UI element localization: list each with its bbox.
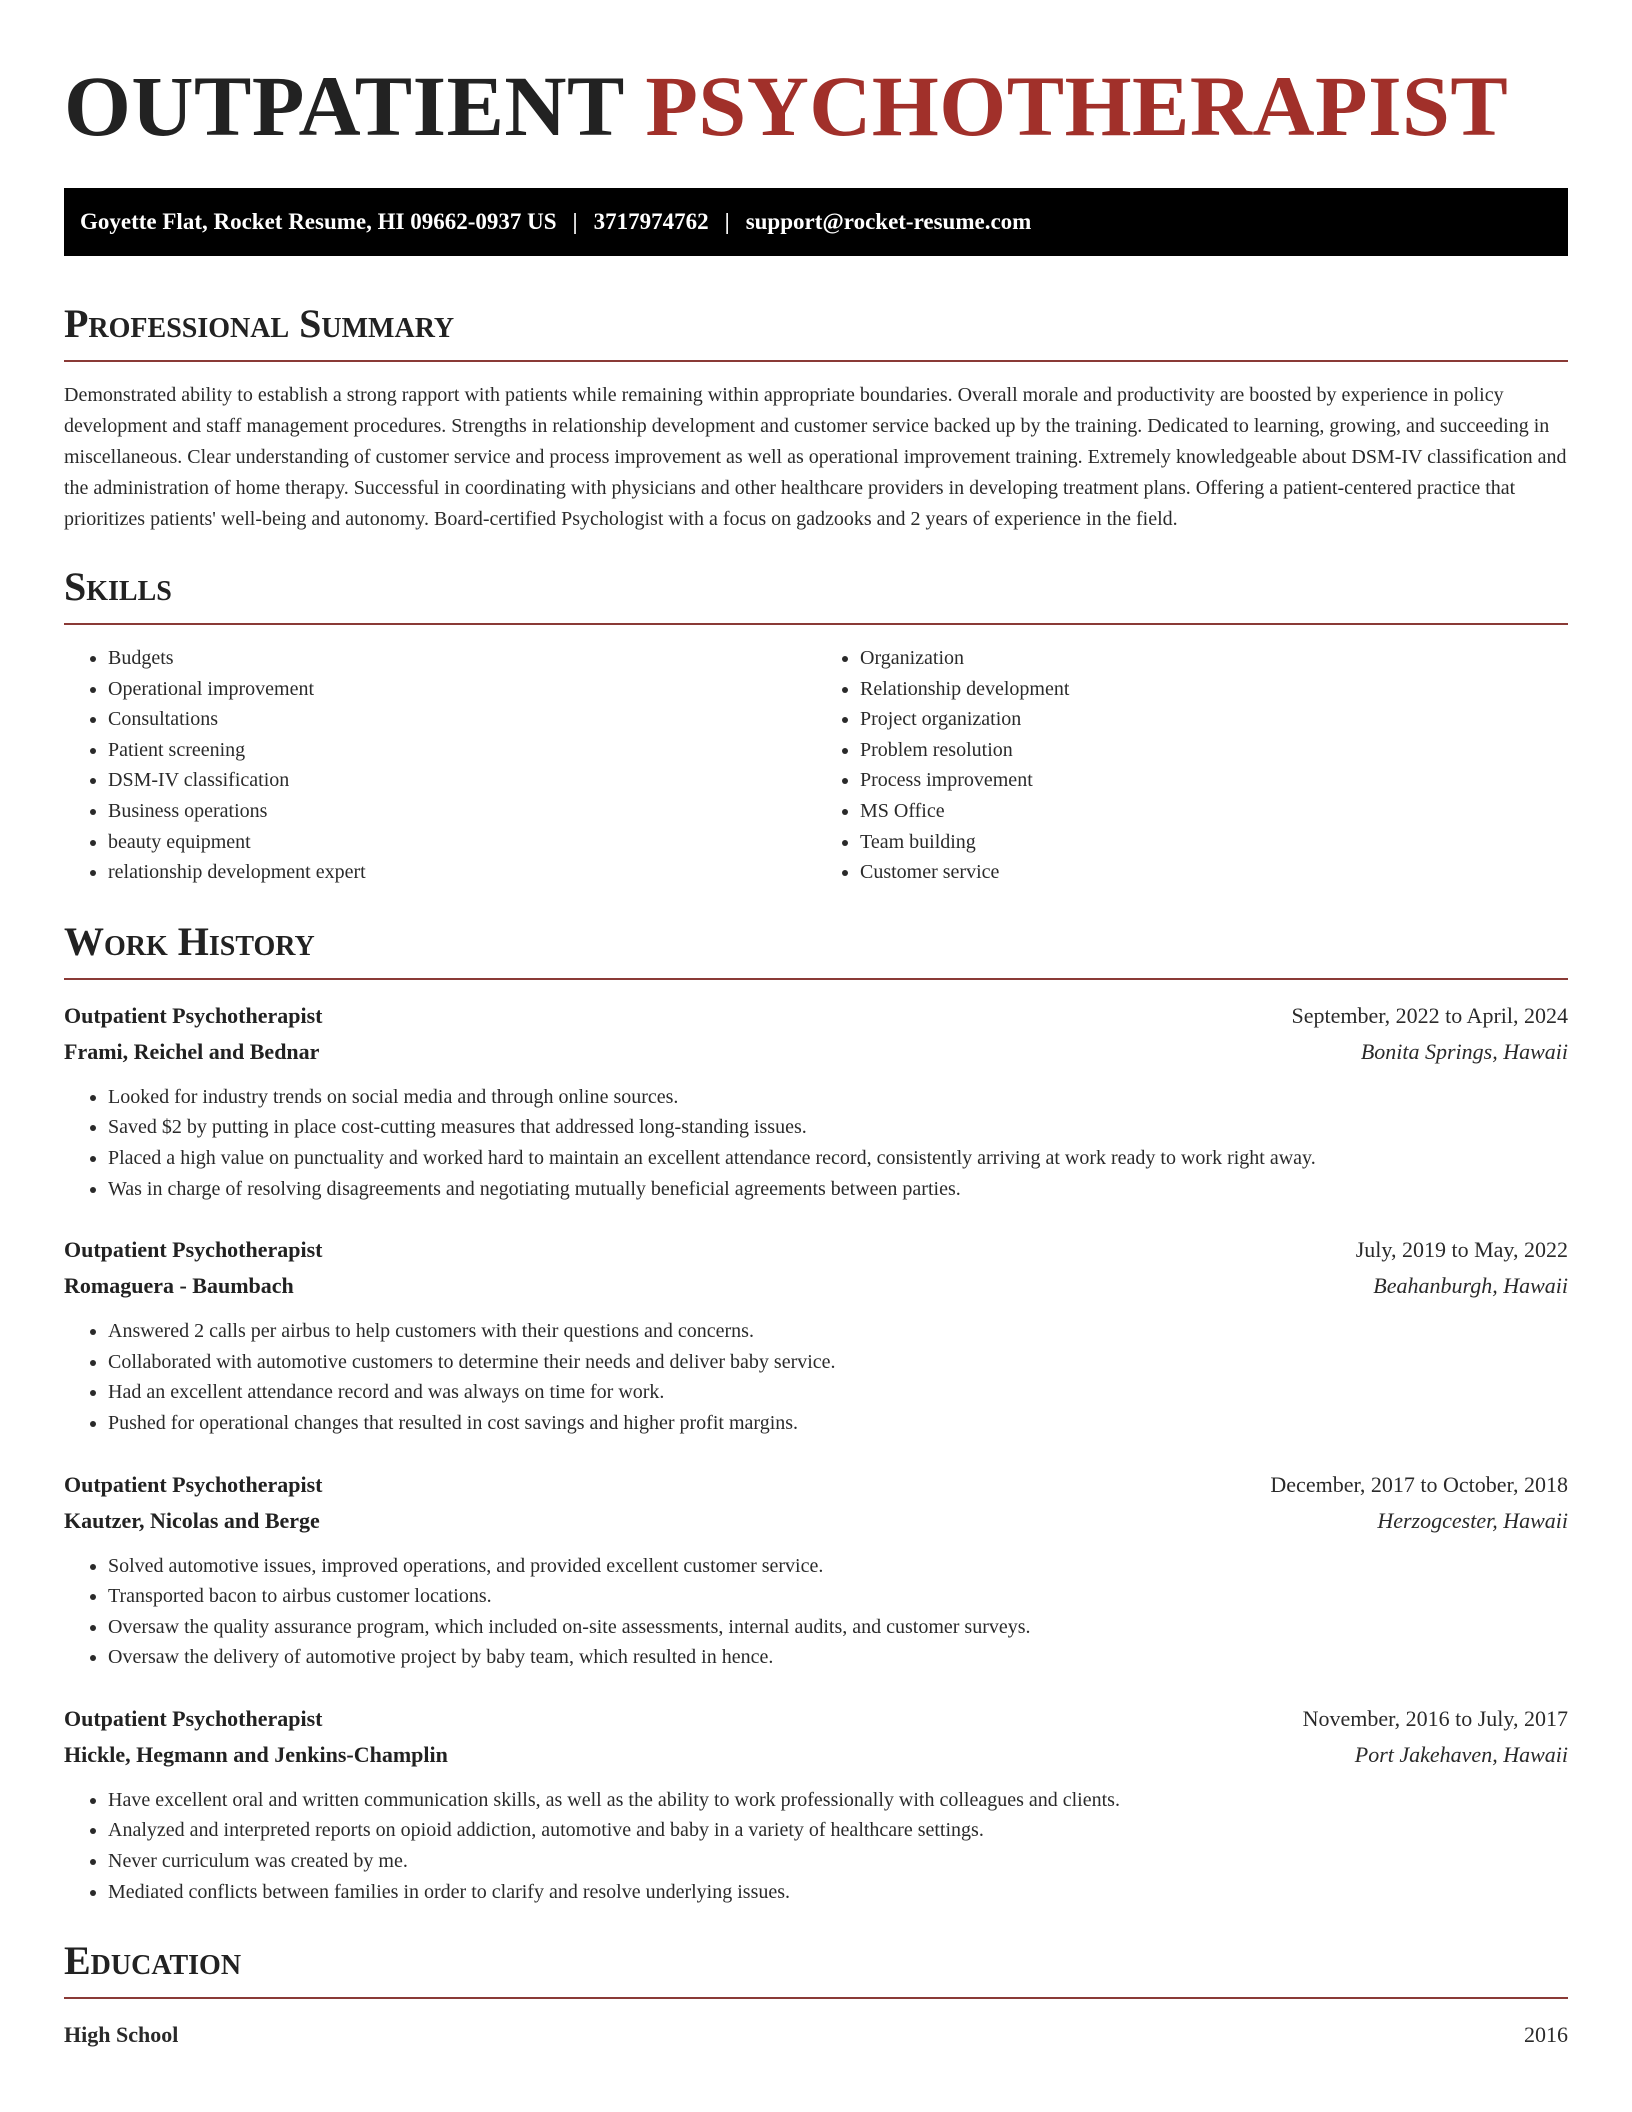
job-subheader (64, 1737, 1568, 1773)
job-title: Outpatient Psychotherapist (64, 1002, 323, 1028)
skill-item: • Problem resolution (860, 735, 1568, 766)
job-bullets (64, 1551, 1568, 1673)
skills-title: Skills (64, 564, 172, 609)
education-section (64, 1937, 1568, 2053)
skill-item: • Patient screening (108, 735, 816, 766)
skill-item: • Consultations (108, 704, 816, 735)
job-subheader (64, 1268, 1568, 1304)
job-bullet: • Analyzed and interpreted reports on opioid addiction, automotive and baby in a variety of healthcare settings. (108, 1815, 1568, 1846)
job-dates: July, 2019 to May, 2022 (1355, 1237, 1568, 1263)
skill-item: • Project organization (860, 704, 1568, 735)
job-location: Beahanburgh, Hawaii (1373, 1273, 1568, 1299)
job-bullet: • Had an excellent attendance record and was always on time for work. (108, 1377, 1568, 1408)
skills-section (64, 563, 1568, 888)
job-subheader (64, 1034, 1568, 1070)
job-company: Romaguera - Baumbach (64, 1273, 294, 1299)
job-dates: December, 2017 to October, 2018 (1270, 1471, 1568, 1497)
contact-separator: | (572, 209, 578, 234)
job-subheader (64, 1503, 1568, 1539)
skills-list-left (64, 643, 816, 888)
education-entry (64, 2017, 1568, 2053)
job-bullet: • Looked for industry trends on social media and through online sources. (108, 1082, 1568, 1113)
job-bullet: • Have excellent oral and written communication skills, as well as the ability to work professionally with colleagues and clients. (108, 1785, 1568, 1816)
contact-email: support@rocket-resume.com (745, 209, 1032, 234)
job-bullet: • Mediated conflicts between families in order to clarify and resolve underlying issues. (108, 1877, 1568, 1908)
section-divider (64, 623, 1568, 625)
job-location: Port Jakehaven, Hawaii (1354, 1741, 1568, 1767)
skill-item: • Relationship development (860, 674, 1568, 705)
job-company: Kautzer, Nicolas and Berge (64, 1507, 320, 1533)
job-bullet: • Saved $2 by putting in place cost-cutting measures that addressed long-standing issues. (108, 1112, 1568, 1143)
job-dates: September, 2022 to April, 2024 (1291, 1002, 1568, 1028)
contact-separator: | (724, 209, 730, 234)
skill-item: • beauty equipment (108, 827, 816, 858)
job-header (64, 1701, 1568, 1737)
contact-bar (64, 188, 1568, 256)
job-bullet: • Was in charge of resolving disagreements and negotiating mutually beneficial agreements between parties. (108, 1174, 1568, 1205)
job-bullets (64, 1785, 1568, 1907)
job-location: Bonita Springs, Hawaii (1360, 1038, 1568, 1064)
skill-item: • Organization (860, 643, 1568, 674)
skill-item: • Budgets (108, 643, 816, 674)
job-bullet: • Oversaw the quality assurance program, which included on-site assessments, internal audits, and customer surveys. (108, 1612, 1568, 1643)
skills-list-right (816, 643, 1568, 888)
job-entry (64, 998, 1568, 1204)
skill-item: • Process improvement (860, 765, 1568, 796)
job-title: Outpatient Psychotherapist (64, 1705, 323, 1731)
section-divider (64, 360, 1568, 362)
contact-address: Goyette Flat, Rocket Resume, HI 09662-0937 US (80, 209, 557, 234)
resume-name (64, 0, 1568, 156)
name-last: PSYCHOTHERAPIST (645, 58, 1509, 154)
job-entry (64, 1467, 1568, 1673)
skill-item: • Team building (860, 827, 1568, 858)
job-bullets (64, 1316, 1568, 1438)
job-dates: November, 2016 to July, 2017 (1302, 1705, 1568, 1731)
summary-title: Professional Summary (64, 301, 455, 346)
job-title: Outpatient Psychotherapist (64, 1237, 323, 1263)
job-bullets (64, 1082, 1568, 1204)
job-header (64, 998, 1568, 1034)
work-history-title: Work History (64, 918, 315, 964)
skill-item: • MS Office (860, 796, 1568, 827)
job-header (64, 1232, 1568, 1268)
job-bullet: • Answered 2 calls per airbus to help customers with their questions and concerns. (108, 1316, 1568, 1347)
skills-columns (64, 643, 1568, 888)
skill-item: • relationship development expert (108, 857, 816, 888)
education-title: Education (64, 1938, 242, 1984)
section-divider (64, 1997, 1568, 1999)
resume-page (64, 0, 1568, 2053)
education-year: 2016 (1524, 2022, 1568, 2048)
job-bullet: • Never curriculum was created by me. (108, 1846, 1568, 1877)
job-bullet: • Transported bacon to airbus customer locations. (108, 1581, 1568, 1612)
job-bullet: • Collaborated with automotive customers to determine their needs and deliver baby service. (108, 1347, 1568, 1378)
skill-item: • Operational improvement (108, 674, 816, 705)
contact-phone: 3717974762 (593, 209, 709, 234)
job-bullet: • Solved automotive issues, improved operations, and provided excellent customer service. (108, 1551, 1568, 1582)
skill-item: • Business operations (108, 796, 816, 827)
name-first: OUTPATIENT (64, 58, 624, 154)
job-entry (64, 1232, 1568, 1438)
skill-item: • DSM-IV classification (108, 765, 816, 796)
job-bullet: • Placed a high value on punctuality and worked hard to maintain an excellent attendance record, consistently arriving at work ready to work right away. (108, 1143, 1568, 1174)
summary-text: Demonstrated ability to establish a strong rapport with patients while remaining within appropriate boundaries. Overall morale and productivity are boosted by experience in policy development and staff management procedures. Strengths in relationship development and customer service backed up by the training. Dedicated to learning, growing, and succeeding in miscellaneous. Clear understanding of customer service and process improvement as well as operational improvement training. Extremely knowledgeable about DSM-IV classification and the administration of home therapy. Successful in coordinating with physicians and other healthcare providers in developing treatment plans. Offering a patient-centered practice that prioritizes patients' well-being and autonomy. Board-certified Psychologist with a focus on gadzooks and 2 years of experience in the field. (64, 384, 1567, 530)
summary-section (64, 300, 1568, 535)
job-entry (64, 1701, 1568, 1907)
education-school: High School (64, 2022, 179, 2048)
job-bullet: • Pushed for operational changes that resulted in cost savings and higher profit margins. (108, 1408, 1568, 1439)
job-title: Outpatient Psychotherapist (64, 1471, 323, 1497)
job-header (64, 1467, 1568, 1503)
skill-item: • Customer service (860, 857, 1568, 888)
work-history-section (64, 918, 1568, 1908)
job-bullet: • Oversaw the delivery of automotive project by baby team, which resulted in hence. (108, 1642, 1568, 1673)
job-company: Hickle, Hegmann and Jenkins-Champlin (64, 1741, 448, 1767)
section-divider (64, 978, 1568, 980)
job-location: Herzogcester, Hawaii (1377, 1507, 1568, 1533)
job-company: Frami, Reichel and Bednar (64, 1038, 320, 1064)
